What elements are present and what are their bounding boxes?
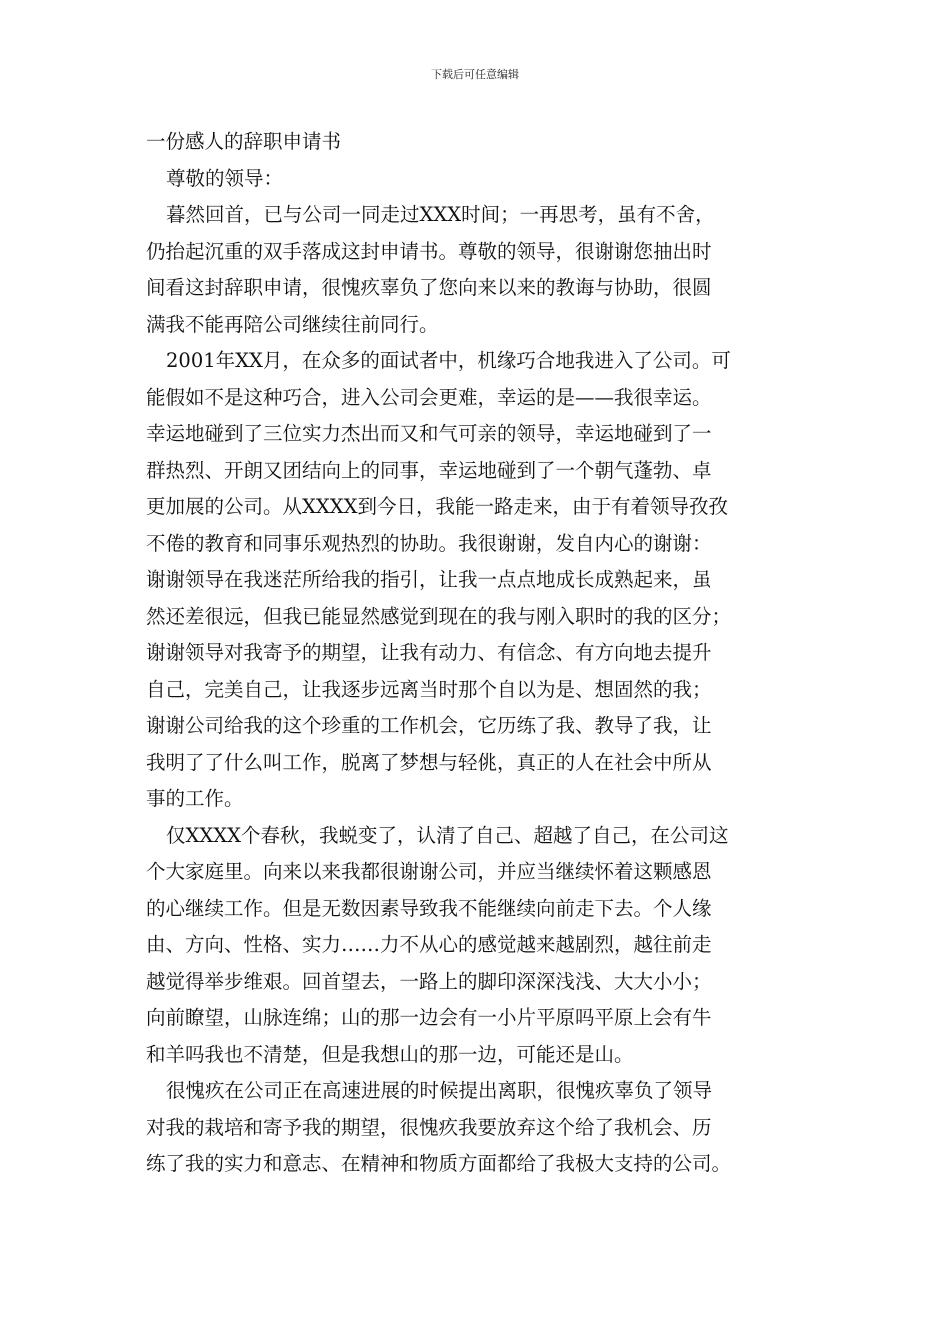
salutation: 尊敬的领导： [166,166,284,190]
paragraph-3: 仅XXXX个春秋，我蜕变了，认清了自己、超越了自己，在公司这 个大家庭里。向来以来我都很谢谢公司，并应当继续怀着这颗感恩 的心继续工作。但是无数因素导致我不能继续向前走下去。个人缘 由、方向、性格、实力……力不从心的感觉越来越剧烈，越往前走 越觉得举步维艰。回首望去，一路上的脚印深深浅浅、大大小小； 向前瞭望，山脉连绵；山的那一边会有一小片平原吗平原上会有牛 和羊吗我也不清楚，但是我想山的那一边，可能还是山。 [146,823,729,1066]
paragraph-2: 2001年XX月，在众多的面试者中，机缘巧合地我进入了公司。可 能假如不是这种巧合，进入公司会更难，幸运的是——我很幸运。 幸运地碰到了三位实力杰出而又和气可亲的领导，幸运地碰到了一 群热烈、开朗又团结向上的同事，幸运地碰到了一个朝气蓬勃、卓 更加展的公司。从XXXX到今日，我能一路走来，由于有着领导孜孜 不倦的教育和同事乐观热烈的协助。我很谢谢，发自内心的谢谢： 谢谢领导在我迷茫所给我的指引，让我一点点地成长成熟起来，虽 然还差很远，但我已能显然感觉到现在的我与刚入职时的我的区分； 谢谢领导对我寄予的期望，让我有动力、有信念、有方向地去提升 自己，完美自己，让我逐步远离当时那个自以为是、想固然的我； 谢谢公司给我的这个珍重的工作机会，它历练了我、教导了我，让 我明了了什么叫工作，脱离了梦想与轻佻，真正的人在社会中所从 事的工作。 [146,349,732,810]
paragraph-1: 暮然回首，已与公司一同走过XXX时间；一再思考，虽有不舍， 仍抬起沉重的双手落成这封申请书。尊敬的领导，很谢谢您抽出时 间看这封辞职申请，很愧疚辜负了您向来以来的教诲与协助，很圆 满我不能再陪公司继续往前同行。 [146,203,715,336]
document-title: 一份感人的辞职申请书 [146,130,342,153]
header-note: 下载后可任意编辑 [431,68,519,81]
paragraph-4: 很愧疚在公司正在高速进展的时候提出离职，很愧疚辜负了领导 对我的栽培和寄予我的期望，很愧疚我要放弃这个给了我机会、历 练了我的实力和意志、在精神和物质方面都给了我极大支持的公司。 [146,1079,732,1175]
document-body [146,124,826,1183]
